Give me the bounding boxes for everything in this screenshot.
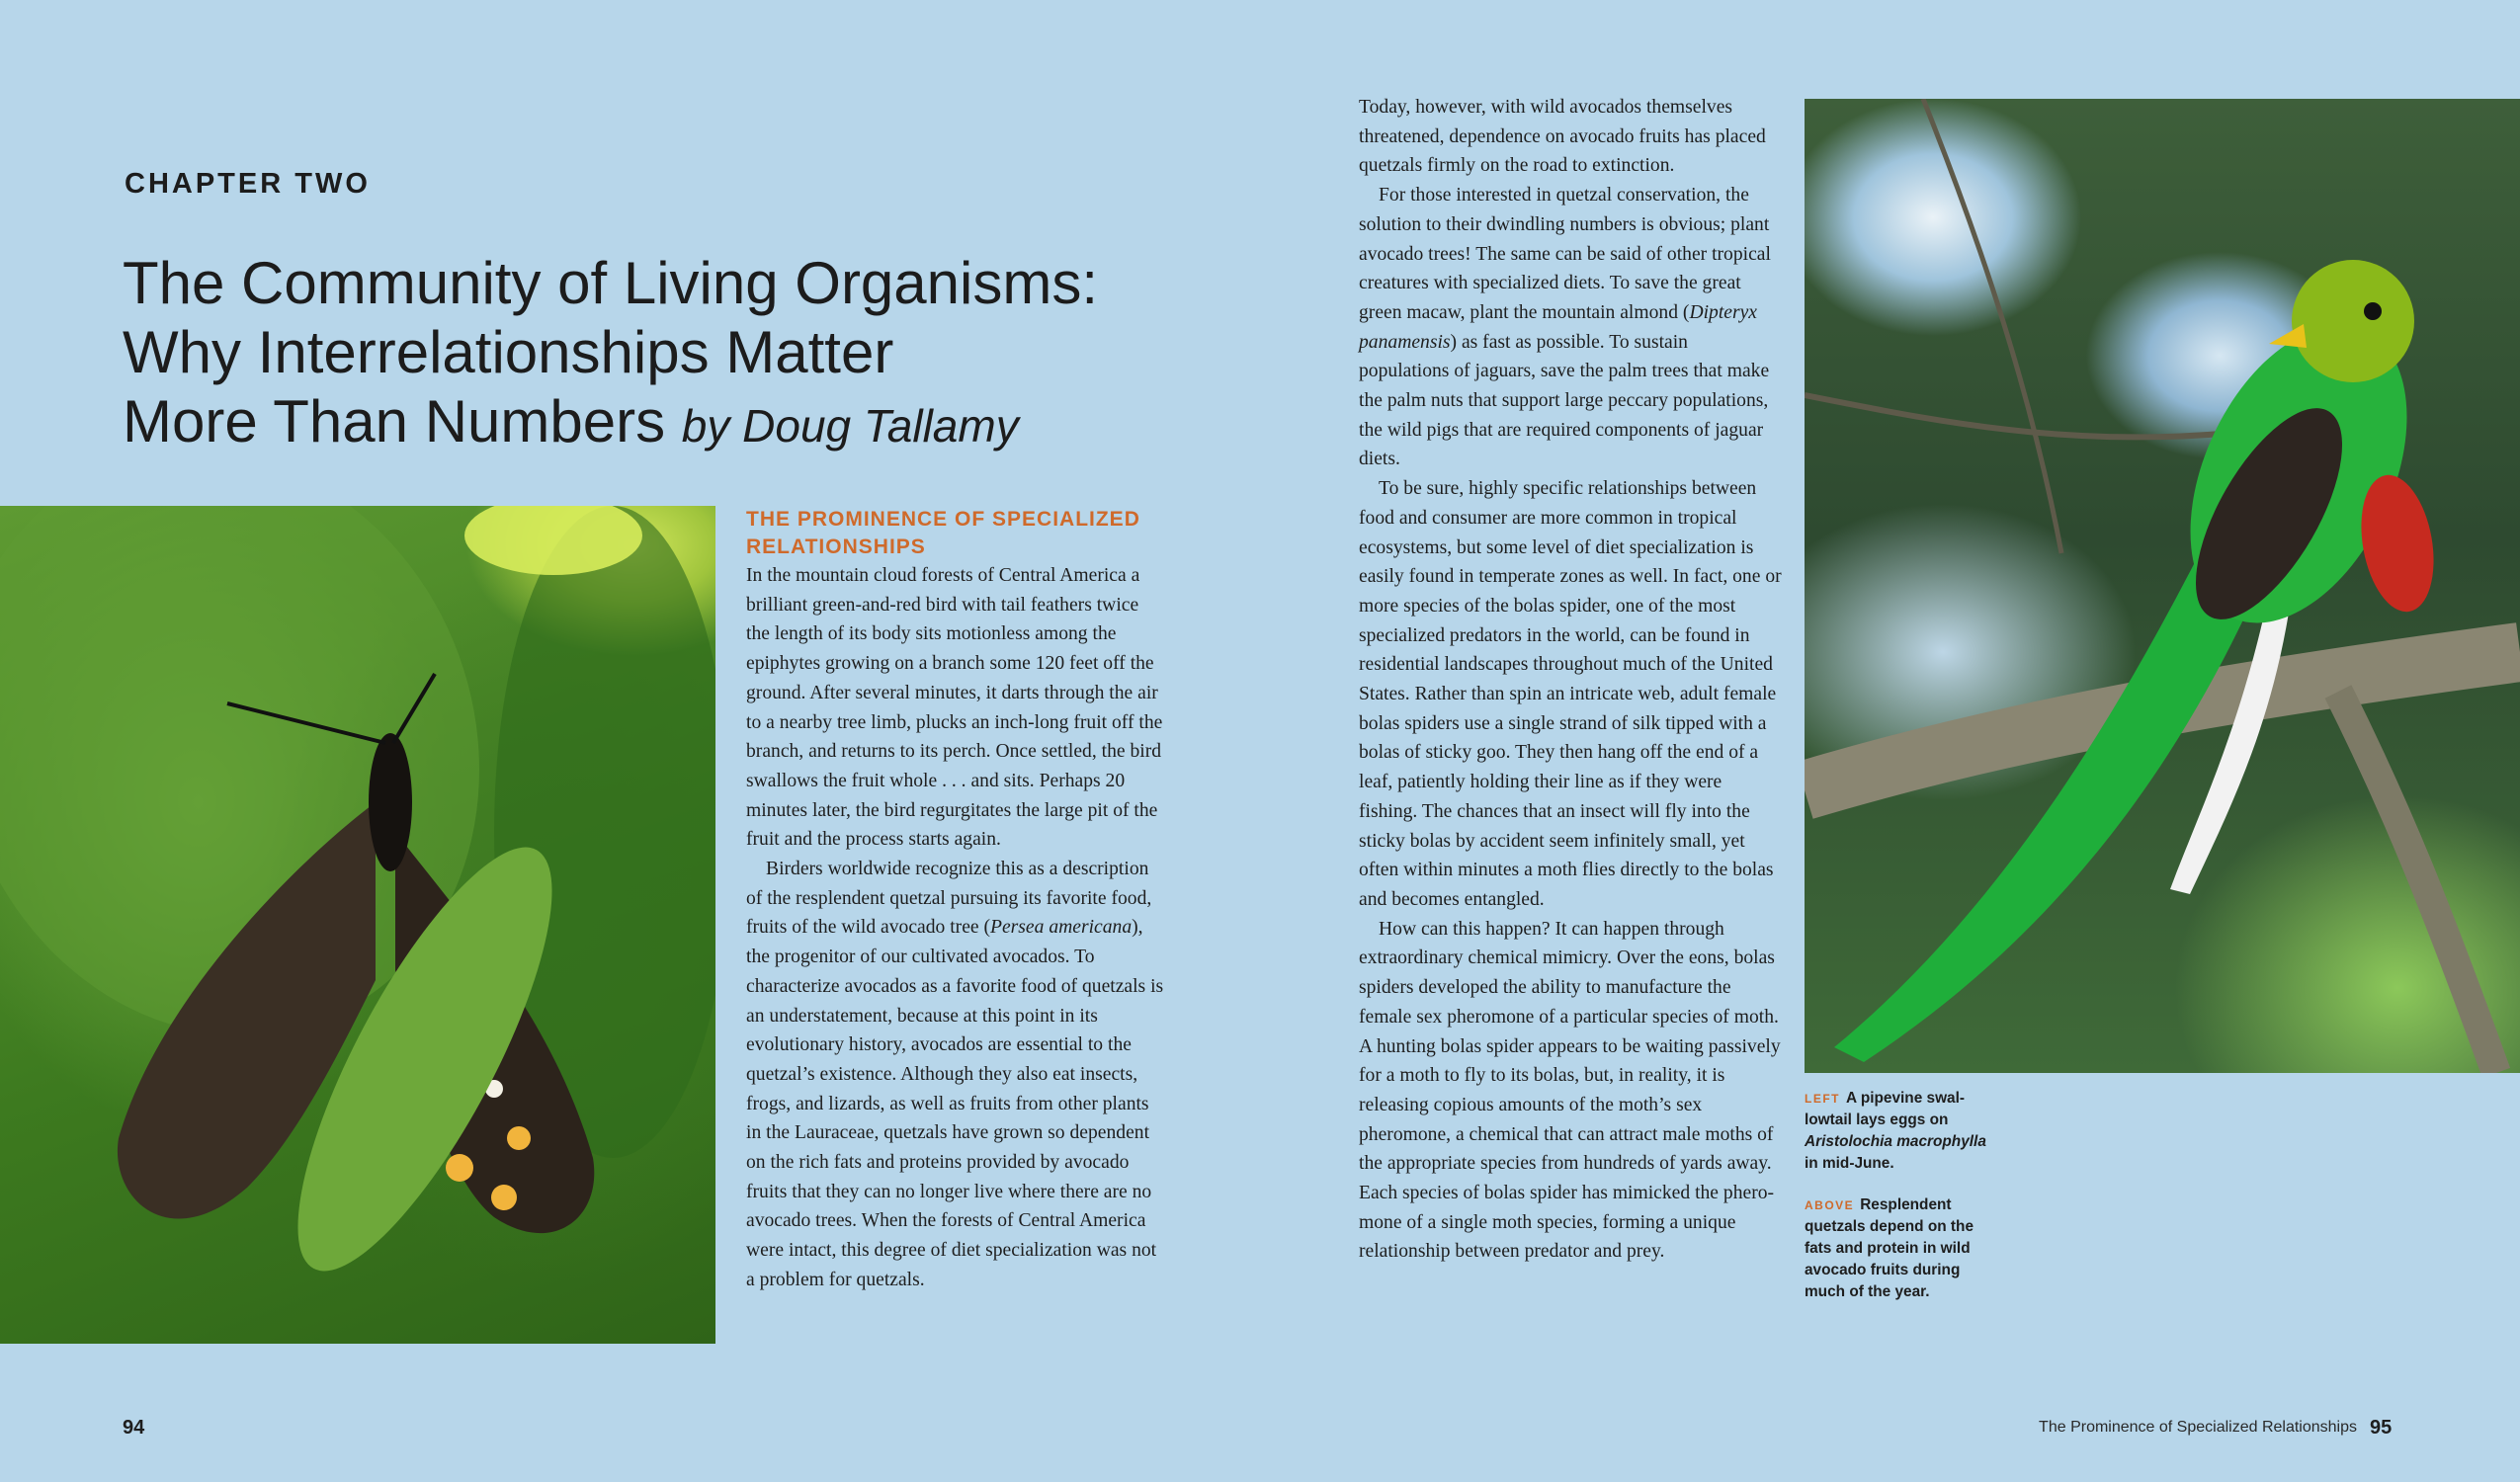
paragraph: Today, however, with wild avocados themselves threatened, dependence on avocado fruits has placed quetzals firmly on the road to extinction.	[1359, 97, 1766, 177]
quetzal-illustration	[1805, 99, 2520, 1073]
quetzal-head	[2292, 260, 2414, 382]
paragraph: How can this happen? It can happen through extraordinary chemical mimicry. Over the eons, bolas spiders developed the ability to manufacture the female sex pheromone of a particular species of moth. A hunting bolas spider appears to be waiting passively for a moth to fly to its bolas, but, in reality, it is releasing copious amounts of the moth’s sex pheromone, a chemical that can attract male moths of the appropriate species from hundreds of yards away. Each species of bolas spider has mimicked the pheromone of a single moth species, forming a unique relationship between predator and prey.	[1359, 918, 1781, 1263]
branch	[2338, 692, 2496, 1073]
species-name: Persea americana	[990, 917, 1133, 939]
author-byline: by Doug Tallamy	[681, 400, 1019, 453]
quetzal-photo	[1805, 99, 2520, 1073]
caption-text: Resplendent quetzals depend on the fats and protein in wild avocado fruits during much of the year.	[1805, 1196, 1974, 1300]
butterfly-illustration	[0, 506, 715, 1344]
paragraph: To be sure, highly specific relationships between food and consumer are more common in tropical ecosystems, but some level of diet specialization is easily found in temperate zones as well. In fact, one or more species of the bolas spider, one of the most specialized predators in the world, can be found in residential landscapes throughout much of the United States. Rather than spin an intricate web, adult female bolas spiders use a single strand of silk tipped with a bolas of sticky goo. They then hang off the end of a leaf, patiently holding their line as if they were fishing. The chances that an insect will fly into the sticky bolas by accident seem infinitely small, yet often within minutes a moth flies directly to the bolas and becomes entangled.	[1359, 478, 1782, 910]
text-run: ), the progenitor of our cultivated avocados. To characterize avocados as a favorite food of quetzals is an understatement, because at this point in its evolutionary history, avocados are essential to the quetzal’s existence. Although they also eat insects, frogs, and lizards, as well as fruits from other plants in the Lauraceae, quetzals have grown so dependent on the rich fats and proteins provided by avocado fruits that they can no longer live where there are no avocado trees. When the forests of Central America were intact, this degree of diet specialization was not a problem for quetzals.	[746, 917, 1164, 1290]
twig	[1923, 99, 2061, 553]
paragraph: In the mountain cloud forests of Central America a brilliant green-and-red bird with tail feathers twice the length of its body sits motionless among the epiphytes growing on a branch some 120 feet off the ground. After several minutes, it darts through the air to a nearby tree limb, plucks an inch-long fruit off the branch, and returns to its perch. Once settled, the bird swallows the fruit whole . . . and sits. Perhaps 20 minutes later, the bird regurgitates the large pit of the fruit and the process starts again.	[746, 565, 1163, 851]
wing-spot	[491, 1185, 517, 1210]
species-name: Aristolochia macrophylla	[1805, 1133, 1986, 1150]
species-name: Dipteryx panamensis	[1359, 301, 1757, 353]
text-run: Birders worldwide recognize this as a description of the resplendent quetzal pursuing its favorite food, fruits of the wild avocado tree (	[746, 859, 1152, 939]
title-line-1: The Community of Living Organisms:	[123, 250, 1099, 317]
page-number-left: 94	[123, 1417, 145, 1439]
title-line-3: More Than Numbers	[123, 388, 666, 455]
page-number-right: 95	[2370, 1417, 2393, 1439]
chapter-label: CHAPTER TWO	[125, 168, 371, 200]
wing-spot	[507, 1126, 531, 1150]
paragraph	[1359, 181, 1782, 474]
section-heading: THE PROMINENCE OF SPECIALIZED RELATIONSHIPS	[746, 508, 1140, 558]
running-head: The Prominence of Specialized Relationships	[2039, 1419, 2357, 1436]
body-column-2	[1359, 93, 1782, 1267]
paragraph	[746, 855, 1165, 1295]
caption-text: A pipevine swallowtail lays eggs on	[1805, 1090, 1966, 1128]
caption-text: in mid-June.	[1805, 1155, 1894, 1172]
caption-tag: LEFT	[1805, 1092, 1840, 1106]
wing-spot	[446, 1154, 473, 1182]
quetzal-beak	[2269, 324, 2307, 348]
butterfly-photo	[0, 506, 715, 1344]
title-line-3-wrap	[123, 387, 1259, 460]
caption-above	[1805, 1194, 2002, 1303]
title-line-2: Why Interrelationships Matter	[123, 319, 894, 386]
caption-tag: ABOVE	[1805, 1198, 1855, 1212]
butterfly-body	[369, 733, 412, 871]
chapter-title	[123, 249, 1259, 460]
body-column-1	[746, 561, 1165, 1295]
text-run: ) as fast as possible. To sustain populations of jaguars, save the palm trees that make the palm nuts that support large peccary populations, the wild pigs that are required components of jaguar diets.	[1359, 331, 1770, 470]
caption-left	[1805, 1088, 2002, 1175]
text-run: For those interested in quetzal conservation, the solution to their dwindling numbers is obvious; plant avocado trees! The same can be said of other tropical creatures with specialized diets. To save the great green macaw, plant the mountain almond (	[1359, 185, 1771, 323]
quetzal-eye	[2364, 302, 2382, 320]
